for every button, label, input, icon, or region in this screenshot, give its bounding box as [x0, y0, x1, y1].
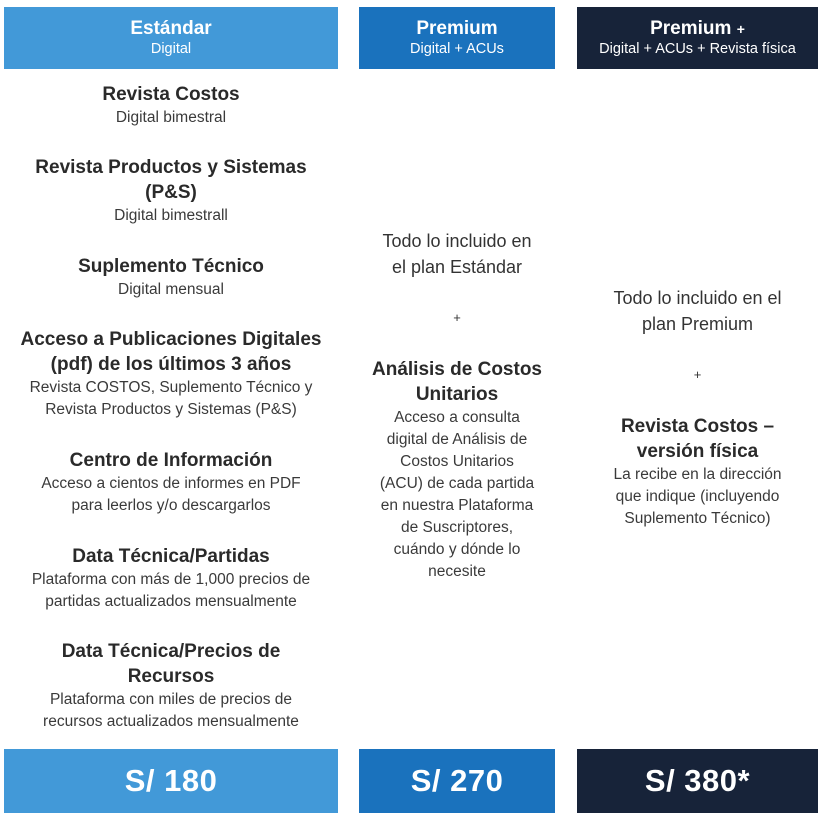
feature-centro-informacion: Centro de Información Acceso a cientos de informes en PDF para leerlos y/o descargarlos: [41, 450, 301, 514]
premium-plus-included: Todo lo incluido en el plan Premium: [613, 288, 782, 334]
plan-premium-plus-name: Premium +: [650, 18, 745, 39]
plan-premium-name: Premium: [416, 18, 498, 39]
premium-plus-plus-sign: +: [693, 367, 702, 382]
feature-publicaciones-digitales: Acceso a Publicaciones Digitales (pdf) de los últimos 3 años Revista COSTOS, Suplemento Técnico y Revista Productos y Sistemas (P&S): [20, 329, 322, 418]
premium-plus-sign: +: [453, 310, 461, 325]
plan-premium-plus-features: [577, 0, 818, 740]
feature-data-tecnica-recursos: Data Técnica/Precios de Recursos Plataforma con miles de precios de recursos actualizados mensualmente: [43, 641, 299, 730]
premium-included: Todo lo incluido en el plan Estándar: [382, 231, 532, 277]
plan-estandar-price: S/ 180: [4, 749, 338, 813]
feature-data-tecnica-partidas: Data Técnica/Partidas Plataforma con más de 1,000 precios de partidas actualizados mensualmente: [31, 546, 311, 610]
premium-plus-extra-revista: Revista Costos – versión física La recibe en la dirección que indique (incluyendo Suplemento Técnico): [613, 416, 782, 527]
plan-estandar-name: Estándar: [130, 18, 212, 39]
plan-premium-subtitle: Digital + ACUs: [410, 41, 504, 57]
feature-suplemento-tecnico: Suplemento Técnico Digital mensual: [78, 256, 264, 298]
feature-productos-sistemas: Revista Productos y Sistemas (P&S) Digital bimestrall: [35, 157, 307, 224]
feature-revista-costos: Revista Costos Digital bimestral: [102, 84, 240, 126]
plan-premium-features: [359, 0, 555, 740]
plan-premium-plus-price: S/ 380*: [577, 749, 818, 813]
plan-estandar-features: [4, 0, 338, 740]
plan-premium-price: S/ 270: [359, 749, 555, 813]
plan-premium-plus-subtitle: Digital + ACUs + Revista física: [599, 41, 796, 57]
premium-extra-acu: Análisis de Costos Unitarios Acceso a consulta digital de Análisis de Costos Unitarios (ACU) de cada partida en nuestra Plataforma de Suscriptores, cuándo y dónde lo necesite: [372, 359, 542, 580]
plan-estandar-subtitle: Digital: [150, 41, 192, 57]
